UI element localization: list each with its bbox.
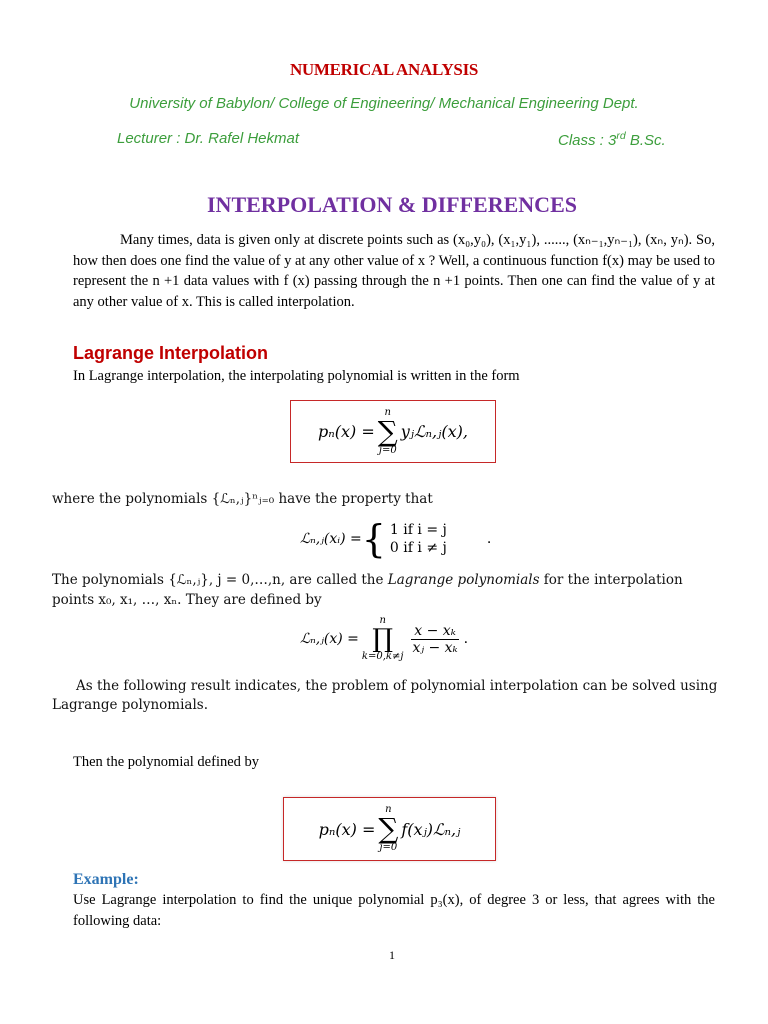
product-end: . xyxy=(463,631,469,647)
sigma-icon: ∑ xyxy=(377,414,398,448)
product-lhs: ℒₙ,ⱼ(x) = xyxy=(300,631,359,647)
section-text: In Lagrange interpolation, the interpolating polynomial is written in the form xyxy=(73,368,520,384)
lagrange-polynomials-term: Lagrange polynomials xyxy=(387,572,540,588)
sum2-lower: j=0 xyxy=(379,842,398,853)
product-fraction xyxy=(409,623,460,656)
cases-block xyxy=(361,517,447,561)
class-sup: rd xyxy=(616,130,626,142)
scan-line-1: where the polynomials {ℒₙ,ⱼ}ⁿⱼ₌₀ have the property that xyxy=(52,491,433,507)
scan-line-3: points x₀, x₁, …, xₙ. They are defined by xyxy=(52,592,322,608)
property-equation xyxy=(300,517,492,561)
product-equation xyxy=(300,616,468,662)
product-symbol xyxy=(362,616,404,662)
sum-symbol-1 xyxy=(378,408,398,456)
case-two: 0 if i ≠ j xyxy=(389,540,447,556)
formula-box-1 xyxy=(290,400,496,463)
sum1-lower: j=0 xyxy=(378,444,397,456)
sum2-upper: n xyxy=(385,804,392,815)
lecturer-line: Lecturer : Dr. Rafel Hekmat xyxy=(117,130,299,147)
example-heading: Example: xyxy=(73,871,139,888)
section-heading: Lagrange Interpolation xyxy=(73,343,269,363)
property-lhs: ℒₙ,ⱼ(xᵢ) = xyxy=(300,531,362,547)
example-text: Use Lagrange interpolation to find the unique polynomial p₃(x), of degree 3 or less, that agrees with the following data: xyxy=(73,892,715,929)
class-line xyxy=(558,130,666,149)
page-number: 1 xyxy=(389,948,395,962)
sigma-icon: ∑ xyxy=(378,812,399,845)
scan-line-2a: The polynomials {ℒₙ,ⱼ}, j = 0,…,n, are called the xyxy=(52,572,388,588)
sum1-upper: n xyxy=(384,406,391,418)
course-title: NUMERICAL ANALYSIS xyxy=(289,60,479,79)
formula-box-2 xyxy=(283,797,496,861)
fraction-numerator: x − xₖ xyxy=(411,623,459,640)
scan-line-5: Lagrange polynomials. xyxy=(52,697,209,713)
left-brace-icon: { xyxy=(361,517,386,561)
scan-line-2 xyxy=(52,572,732,588)
page-title: INTERPOLATION & DIFFERENCES xyxy=(207,192,577,217)
scan-line-4: As the following result indicates, the problem of polynomial interpolation can be solved using xyxy=(76,678,718,694)
university-line: University of Babylon/ College of Engineering/ Mechanical Engineering Dept. xyxy=(129,95,639,112)
intro-paragraph: Many times, data is given only at discrete points such as (x₀,y₀), (x₁,y₁), ......, (xₙ₋₁,yₙ₋₁), (xₙ, yₙ). So, how then does one find the value of y at any other value of x ? Well, a continuous function f(x) may be used to represent the n +1 data values with f (x) passing through the n +1 points. Then one can find the value of y at any other value of x. This is called interpolation. xyxy=(73,232,715,310)
formula2-lhs: pₙ(x) = xyxy=(318,819,376,839)
then-text: Then the polynomial defined by xyxy=(73,754,260,770)
sum-symbol-2 xyxy=(378,805,398,853)
scan-line-2b: for the interpolation xyxy=(539,572,683,588)
case-one: 1 if i = j xyxy=(389,522,447,538)
class-prefix: Class : 3 xyxy=(558,132,617,149)
class-suffix: B.Sc. xyxy=(625,132,666,149)
product-lower: k=0,k≠j xyxy=(361,651,404,662)
fraction-denominator: xⱼ − xₖ xyxy=(412,639,458,656)
product-upper: n xyxy=(379,615,386,626)
product-icon: ∏ xyxy=(372,624,394,654)
property-end: . xyxy=(486,531,492,547)
formula1-lhs: pₙ(x) = xyxy=(318,422,375,441)
formula1-body: yⱼℒₙ,ⱼ(x), xyxy=(400,422,468,441)
formula2-body: f(xⱼ)ℒₙ,ⱼ xyxy=(401,819,461,839)
